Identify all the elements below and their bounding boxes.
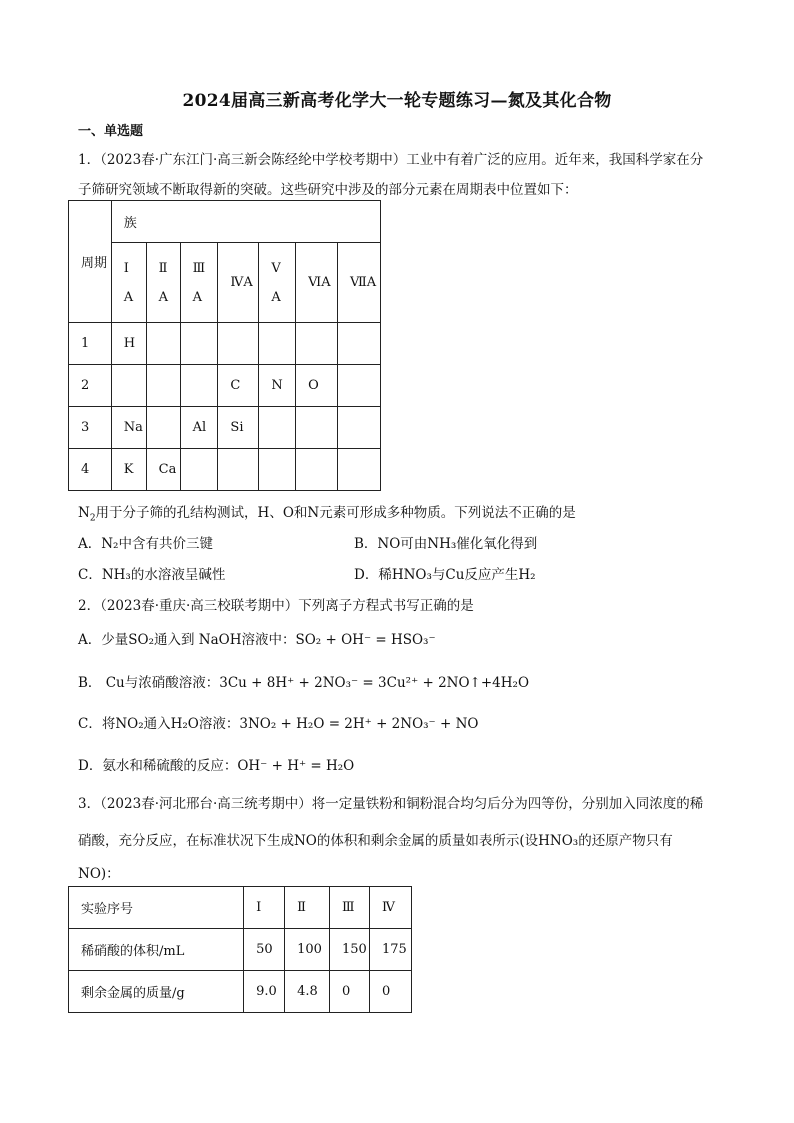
table-row: 2 C N O [69,365,381,407]
table-row: 稀硝酸的体积/mL 50 100 150 175 [69,929,412,971]
q3-stem-line1: 3．（2023春·河北邢台·高三统考期中）将一定量铁粉和铜粉混合均匀后分为四等份，分别加入同浓度的稀 [78,796,704,812]
q3-stem-line2: 硝酸，充分反应，在标准状况下生成NO的体积和剩余金属的质量如表所示(设HNO₃的还原产物只有 [78,833,673,849]
q2-stem: 2．（2023春·重庆·高三校联考期中）下列离子方程式书写正确的是 [78,598,474,614]
q2-option-a: A．少量SO₂通入到 NaOH溶液中：SO₂ + OH⁻ = HSO₃⁻ [78,632,436,648]
group-col: ⅥA [296,243,338,323]
q1-option-d: D．稀HNO₃与Cu反应产生H₂ [354,567,536,583]
document-title: 2024届高三新高考化学大一轮专题练习—氮及其化合物 [182,91,612,111]
periodic-table [68,200,381,491]
period-header: 周期 [69,201,112,323]
q2-option-a-equation: SO₂ + OH⁻ = HSO₃⁻ [295,632,436,648]
experiment-table [68,886,412,1013]
group-col: I A [111,243,146,323]
group-col: ⅦA [338,243,381,323]
q3-stem-line3: NO)： [78,866,120,882]
q1-stem-line2: 子筛研究领域不断取得新的突破。这些研究中涉及的部分元素在周期表中位置如下： [78,182,578,198]
q1-option-a: A．N₂中含有共价三键 [78,536,213,552]
table-row: 1 H [69,323,381,365]
q2-option-d: D．氨水和稀硫酸的反应：OH⁻ + H⁺ = H₂O [78,758,355,774]
q1-stem-line1: 1．（2023春·广东江门·高三新会陈经纶中学校考期中）工业中有着广泛的应用。近年来，我国科学家在分 [78,152,704,168]
q2-option-d-equation: OH⁻ + H⁺ = H₂O [237,758,355,774]
table-header-row: 实验序号 I Ⅱ Ⅲ Ⅳ [69,887,412,929]
q1-option-c: C．NH₃的水溶液呈碱性 [78,567,226,583]
group-col: Ⅲ A [180,243,218,323]
q2-option-b-equation: 3Cu + 8H⁺ + 2NO₃⁻ = 3Cu²⁺ + 2NO↑+4H₂O [219,675,530,691]
table-row: 4 K Ca [69,449,381,491]
q2-option-c: C．将NO₂通入H₂O溶液：3NO₂ + H₂O = 2H⁺ + 2NO₃⁻ + NO [78,716,479,732]
q2-option-c-equation: 3NO₂ + H₂O = 2H⁺ + 2NO₃⁻ + NO [239,716,479,732]
group-col: Ⅱ A [146,243,180,323]
q2-option-b: B． Cu与浓硝酸溶液：3Cu + 8H⁺ + 2NO₃⁻ = 3Cu²⁺ + 2NO↑+4H₂O [78,675,530,691]
table-row: 3 Na Al Si [69,407,381,449]
group-header: 族 [111,201,380,243]
group-col: ⅣA [218,243,259,323]
table-row: 剩余金属的质量/g 9.0 4.8 0 0 [69,971,412,1013]
group-col: V A [259,243,296,323]
q1-option-b: B．NO可由NH₃催化氧化得到 [354,536,538,552]
q1-stem-line3: $N_2$用于分子筛的孔结构测试，H、O和N元素可形成多种物质。下列说法不正确的是 [78,505,576,524]
section-heading: 一、单选题 [78,124,144,139]
